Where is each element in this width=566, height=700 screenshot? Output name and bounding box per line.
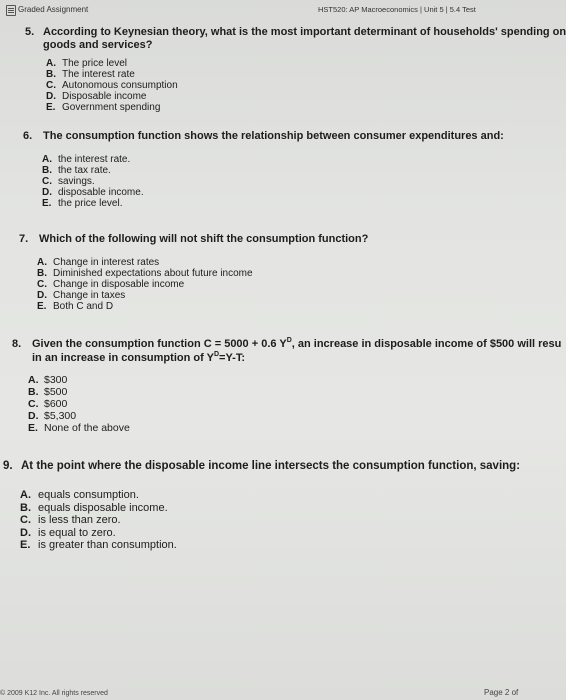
option-text: is less than zero. [38,514,121,526]
page-header [0,0,525,22]
question-text-line1: The consumption function shows the relationship between consumer expenditures and: [43,130,504,142]
option-text: $600 [44,398,68,410]
option-letter: D. [42,187,52,198]
option-text: Diminished expectations about future income [53,268,253,279]
question-text-line1: According to Keynesian theory, what is the most important determinant of households' spending on [43,26,566,38]
question-number: 7. [19,233,29,245]
header-title: Graded Assignment [18,5,89,14]
option-letter: A. [46,58,56,69]
superscript: D [213,351,220,358]
option-text: the price level. [58,198,123,209]
question-text-line2 [32,351,245,365]
question-number: 5. [25,26,35,38]
question-text-line1: At the point where the disposable income line intersects the consumption function, saving: [21,460,521,472]
option-letter: C. [28,398,39,410]
option-letter: C. [37,279,47,290]
question-text: in an increase in consumption of Y [32,352,214,364]
question-text: Given the consumption function C = 5000 + 0.6 Y [32,338,287,350]
option-text: disposable income. [58,187,144,198]
option-letter: B. [20,501,31,514]
option-text: equals consumption. [38,489,139,501]
option-text: savings. [58,176,95,187]
option-letter: A. [37,257,47,268]
question-text-line1: Which of the following will not shift the consumption function? [39,233,369,245]
option-letter: C. [20,514,31,526]
option-letter: A. [28,374,39,386]
question-text-line2: goods and services? [43,39,153,51]
option-letter: B. [28,386,39,398]
option-text: $300 [44,374,68,386]
option-letter: B. [42,165,52,176]
option-text: The interest rate [62,69,135,80]
option-text: The price level [62,58,128,69]
question-number: 6. [23,130,33,142]
option-letter: D. [20,526,31,539]
page-number: Page 2 of [484,688,519,697]
option-text: Change in disposable income [53,279,185,290]
superscript: D [286,337,292,344]
option-text: Disposable income [62,91,147,102]
option-letter: E. [37,301,47,312]
question-text-line1 [32,337,561,351]
option-text: None of the above [44,422,130,434]
option-letter: E. [28,422,38,434]
option-text: is greater than consumption. [38,539,177,551]
question-text: , an increase in disposable income of $500 will resu [291,338,562,350]
option-text: the interest rate. [58,154,131,165]
option-letter: C. [42,176,52,187]
option-letter: A. [20,489,31,501]
question-number: 8. [12,338,22,350]
option-letter: E. [42,198,52,209]
question-text: =Y-T: [219,352,245,364]
option-letter: B. [46,69,56,80]
option-letter: E. [46,102,56,113]
option-text: Both C and D [53,301,114,312]
option-text: Change in taxes [53,290,126,301]
option-text: Change in interest rates [53,257,160,268]
document-icon [6,5,16,16]
header-course: HST520: AP Macroeconomics | Unit 5 | 5.4 Test [318,5,476,14]
option-letter: B. [37,268,47,279]
option-text: is equal to zero. [38,526,116,539]
question-number: 9. [3,460,13,472]
option-letter: C. [46,80,56,91]
option-letter: E. [20,539,31,551]
option-text: the tax rate. [58,165,111,176]
option-letter: D. [28,410,39,422]
option-text: Government spending [62,102,161,113]
option-text: Autonomous consumption [62,80,178,91]
option-text: $500 [44,386,68,398]
option-text: $5,300 [44,410,77,422]
copyright-footer: © 2009 K12 Inc. All rights reserved [0,690,108,697]
option-text: equals disposable income. [38,501,168,514]
option-letter: D. [37,290,47,301]
option-letter: D. [46,91,56,102]
option-letter: A. [42,154,52,165]
